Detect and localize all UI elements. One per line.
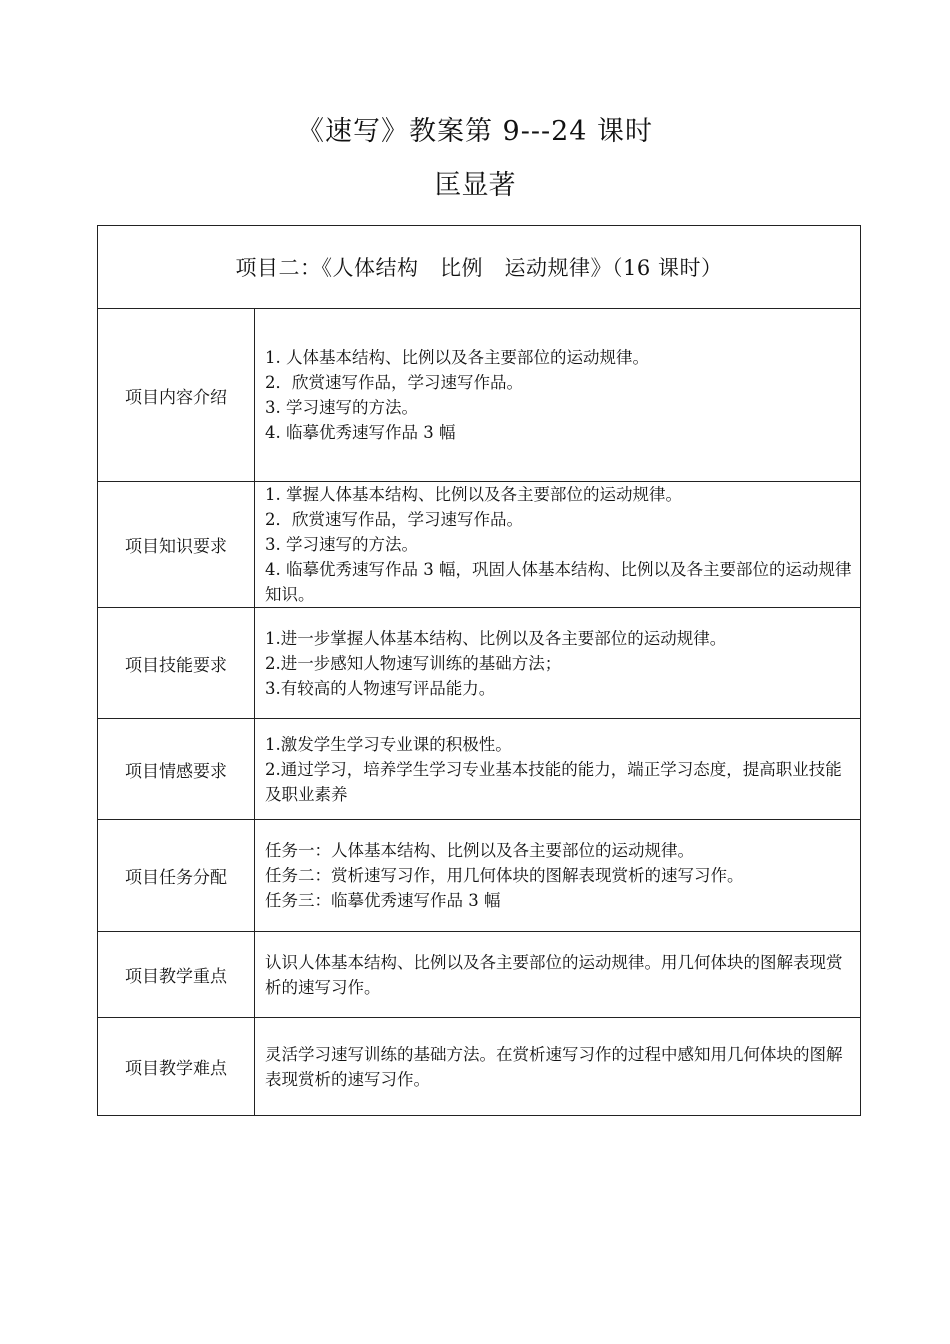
row-content [255,309,861,482]
content-line: 2．欣赏速写作品，学习速写作品。 [265,373,523,392]
row-label: 项目情感要求 [98,719,255,820]
document-author: 匡显著 [434,170,516,201]
table-row [98,309,861,482]
row-content [255,1018,861,1116]
table-row [98,482,861,608]
row-label: 项目知识要求 [98,482,255,608]
content-line: 任务三：临摹优秀速写作品 3 幅 [265,891,501,910]
row-label: 项目教学难点 [98,1018,255,1116]
content-line: 任务二：赏析速写习作，用几何体块的图解表现赏析的速写习作。 [265,866,744,885]
row-content [255,608,861,719]
content-line: 4. 临摹优秀速写作品 3 幅，巩固人体基本结构、比例以及各主要部位的运动规律知识。 [265,560,852,604]
row-content [255,932,861,1018]
row-label: 项目内容介绍 [98,309,255,482]
row-label: 项目技能要求 [98,608,255,719]
content-line: 认识人体基本结构、比例以及各主要部位的运动规律。用几何体块的图解表现赏析的速写习作。 [265,952,843,997]
content-line: 2.通过学习，培养学生学习专业基本技能的能力，端正学习态度，提高职业技能及职业素养 [265,759,842,804]
table-row [98,932,861,1018]
content-line: 1. 人体基本结构、比例以及各主要部位的运动规律。 [265,348,649,367]
table-header-row [98,226,861,309]
content-line: 4. 临摹优秀速写作品 3 幅 [265,423,456,442]
lesson-plan-table [97,225,861,1116]
content-line: 任务一：人体基本结构、比例以及各主要部位的运动规律。 [265,841,694,860]
content-line: 3.有较高的人物速写评品能力。 [265,678,496,698]
table-row [98,820,861,932]
content-line: 1.激发学生学习专业课的积极性。 [265,734,512,754]
content-line: 2.进一步感知人物速写训练的基础方法； [265,653,562,673]
row-label: 项目教学重点 [98,932,255,1018]
content-line: 3. 学习速写的方法。 [265,398,418,417]
row-content [255,482,861,608]
content-line: 2．欣赏速写作品，学习速写作品。 [265,510,523,529]
content-line: 1.进一步掌握人体基本结构、比例以及各主要部位的运动规律。 [265,628,727,648]
project-header: 项目二：《人体结构 比例 运动规律》（16 课时） [98,226,861,309]
table-row [98,1018,861,1116]
table-row [98,719,861,820]
document-title: 《速写》教案第 9---24 课时 [296,116,654,147]
table-row [98,608,861,719]
content-line: 灵活学习速写训练的基础方法。在赏析速写习作的过程中感知用几何体块的图解表现赏析的速写习作。 [265,1044,843,1089]
row-label: 项目任务分配 [98,820,255,932]
content-line: 3. 学习速写的方法。 [265,535,418,554]
content-line: 1. 掌握人体基本结构、比例以及各主要部位的运动规律。 [265,485,682,504]
row-content [255,820,861,932]
row-content [255,719,861,820]
